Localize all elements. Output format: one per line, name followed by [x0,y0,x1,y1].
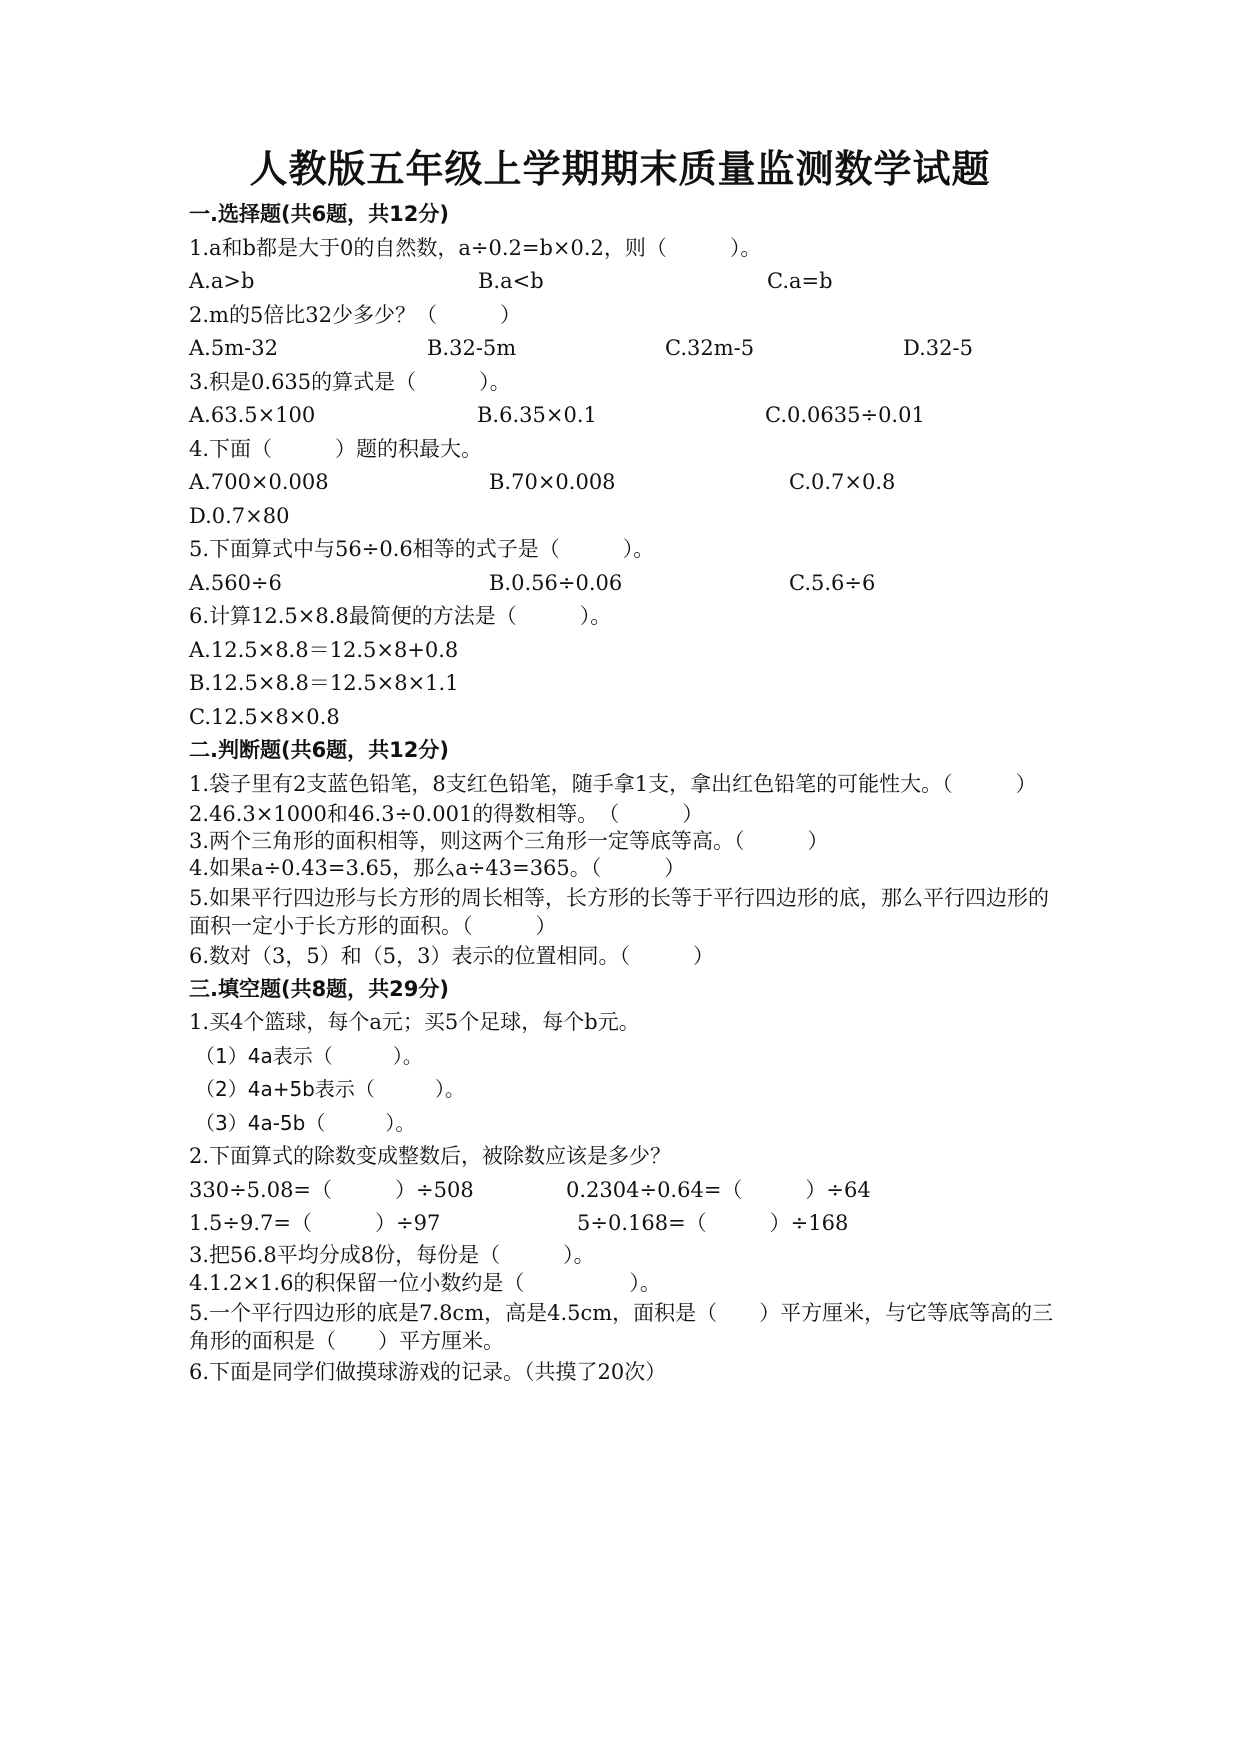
question-text: 1.a和b都是大于0的自然数，a÷0.2=b×0.2，则（ ）。 [189,235,762,260]
judgement-item: 2.46.3×1000和46.3÷0.001的得数相等。 （ ） [189,801,704,826]
sub-question: （3）4a-5b（ ）。 [195,1110,416,1135]
judgement-item: 1.袋子里有2支蓝色铅笔，8支红色铅笔，随手拿1支，拿出红色铅笔的可能性大。（ ） [189,771,1037,796]
judgement-item: 4.如果a÷0.43=3.65，那么a÷43=365。（ ） [189,855,686,880]
option: B.12.5×8.8＝12.5×8×1.1 [189,671,459,695]
sub-question: （2）4a+5b表示（ ）。 [195,1077,465,1101]
equation: 5÷0.168=（ ）÷168 [577,1211,849,1235]
question-text: 1.买4个篮球，每个a元；买5个足球，每个b元。 [189,1010,640,1034]
equation-row [189,1174,1069,1208]
equation-row [189,1207,1069,1241]
option: D.32-5 [903,336,973,360]
option: D.0.7×80 [189,503,290,528]
sub-question: （1）4a表示（ ）。 [195,1043,423,1068]
options-row [189,265,1069,299]
question-text: 2.m的5倍比32少多少？（ ） [189,302,522,327]
judgement-item: 6.数对（3，5）和（5，3）表示的位置相同。（ ） [189,943,714,968]
page-title: 人教版五年级上学期期末质量监测数学试题 [249,146,991,191]
option: C.0.7×0.8 [789,470,896,494]
question-text: 6.下面是同学们做摸球游戏的记录。（共摸了20次） [189,1359,667,1384]
question-text: 6.计算12.5×8.8最简便的方法是（ ）。 [189,604,612,628]
question-text: 3.把56.8平均分成8份，每份是（ ）。 [189,1242,595,1267]
options-row [189,466,1069,500]
equation: 0.2304÷0.64=（ ）÷64 [566,1177,871,1202]
section-heading-fill-blank: 三.填空题(共8题，共29分) [189,976,450,1001]
question-text: 2.下面算式的除数变成整数后，被除数应该是多少？ [189,1144,672,1168]
option: C.5.6÷6 [789,570,876,595]
options-row [189,567,1069,601]
option: C.32m-5 [665,336,755,360]
option: B.32-5m [427,336,517,360]
options-row [189,399,1069,433]
equation: 330÷5.08=（ ）÷508 [189,1177,474,1202]
equation: 1.5÷9.7=（ ）÷97 [189,1211,441,1235]
option: A.560÷6 [189,570,282,595]
option: C.12.5×8×0.8 [189,704,340,729]
option: B.0.56÷0.06 [489,570,623,595]
question-text: 5.一个平行四边形的底是7.8cm，高是4.5cm，面积是（ ）平方厘米，与它等底等高的三角形的面积是（ ）平方厘米。 [189,1300,1054,1353]
option: B.a<b [478,269,544,293]
section-heading-judgement: 二.判断题(共6题，共12分) [189,738,450,762]
option: C.0.0635÷0.01 [765,403,925,427]
option: A.700×0.008 [189,470,329,494]
exam-content [189,198,1069,1386]
option: A.5m-32 [189,336,278,360]
judgement-item: 5.如果平行四边形与长方形的周长相等，长方形的长等于平行四边形的底，那么平行四边形的面积一定小于长方形的面积。（ ） [189,885,1050,938]
question-text: 3.积是0.635的算式是（ ）。 [189,369,511,394]
question-text: 5.下面算式中与56÷0.6相等的式子是（ ）。 [189,537,655,561]
option: A.63.5×100 [189,403,316,427]
option: A.a>b [189,269,255,293]
section-heading-choice: 一.选择题(共6题，共12分) [189,202,450,226]
option: C.a=b [767,269,833,293]
option: B.6.35×0.1 [477,403,597,427]
question-text: 4.下面（ ）题的积最大。 [189,436,483,461]
option: B.70×0.008 [489,470,616,494]
judgement-item: 3.两个三角形的面积相等，则这两个三角形一定等底等高。（ ） [189,828,829,853]
option: A.12.5×8.8＝12.5×8+0.8 [189,637,459,662]
question-text: 4.1.2×1.6的积保留一位小数约是（ ）。 [189,1270,661,1295]
options-row [189,332,1069,366]
